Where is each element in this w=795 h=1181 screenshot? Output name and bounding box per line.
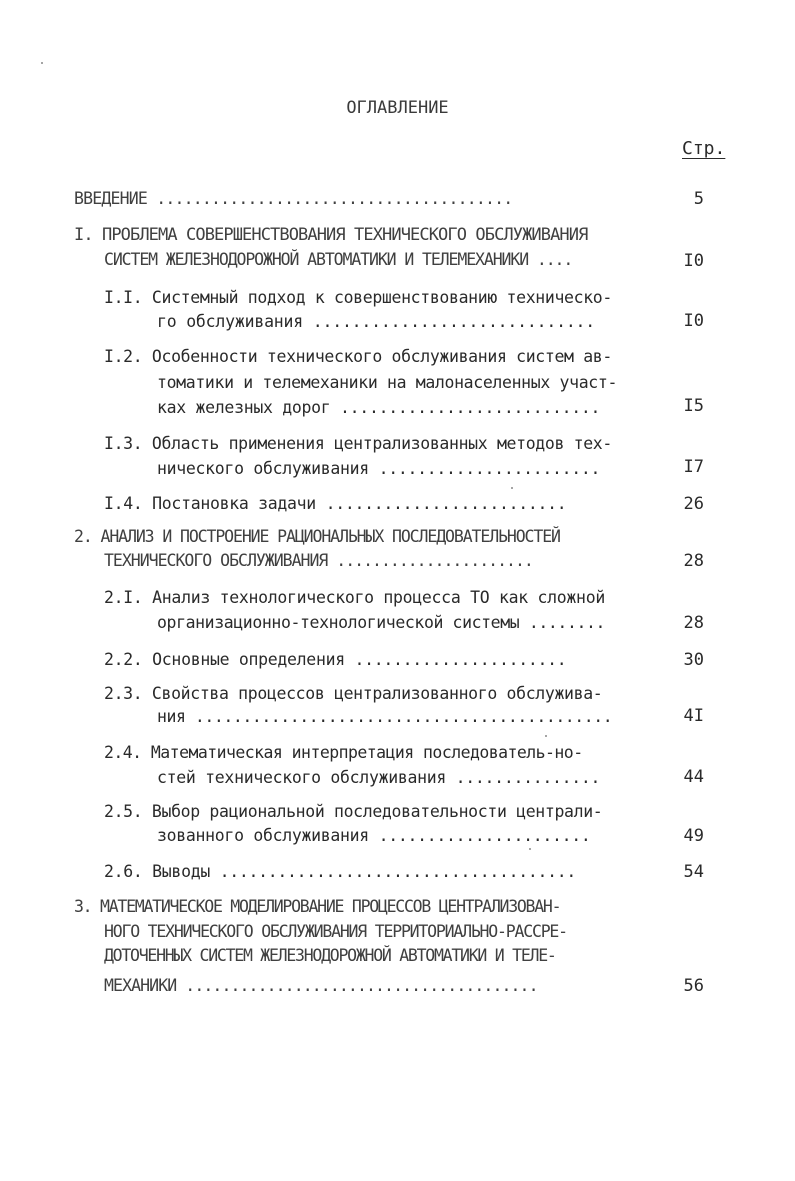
toc-chapter-2-line-2: ТЕХНИЧЕСКОГО ОБСЛУЖИВАНИЯ ...................... [104,551,533,570]
toc-chapter-2-line-1: 2. АНАЛИЗ И ПОСТРОЕНИЕ РАЦИОНАЛЬНЫХ ПОСЛЕДОВАТЕЛЬНОСТЕЙ [74,527,560,546]
toc-chapter-3-line-2: НОГО ТЕХНИЧЕСКОГО ОБСЛУЖИВАНИЯ ТЕРРИТОРИАЛЬНО-РАССРЕ- [104,922,567,941]
toc-section-1-3-line-2: нического обслуживания ....................... [157,459,601,478]
toc-section-2-5-line-1: 2.5. Выбор рациональной последовательности централи- [104,802,603,821]
toc-section-2-5-line-2: зованного обслуживания ...................... [157,826,591,845]
toc-section-2-4-line-1: 2.4. Математическая интерпретация последователь-но- [104,743,583,762]
toc-page-number: 5 [693,189,704,209]
toc-page-number: 28 [683,551,704,571]
toc-section-1-1-line-1: I.I. Системный подход к совершенствованию техническо- [104,288,612,307]
toc-section-2-3-line-2: ния ............................................ [157,707,613,726]
scan-speck [511,487,513,489]
toc-page-number: 28 [683,613,704,633]
toc-section-2-2: 2.2. Основные определения ...................... [104,650,567,669]
toc-section-1-2-line-3: ках железных дорог ........................... [157,398,601,417]
toc-page-number: I7 [683,457,704,477]
toc-section-1-2-line-1: I.2. Особенности технического обслуживания систем ав- [104,347,612,366]
toc-page-number: 56 [683,976,704,996]
toc-page-number: 4I [683,706,704,726]
scan-speck [529,848,531,850]
toc-section-2-1-line-2: организационно-технологической системы ........ [157,613,606,632]
toc-section-1-4: I.4. Постановка задачи ......................... [104,494,567,513]
toc-chapter-3-line-4: МЕХАНИКИ ....................................... [104,976,538,995]
toc-section-2-1-line-1: 2.I. Анализ технологического процесса ТО как сложной [104,588,605,607]
toc-chapter-3-line-1: 3. МАТЕМАТИЧЕСКОЕ МОДЕЛИРОВАНИЕ ПРОЦЕССОВ ЦЕНТРАЛИЗОВАН- [74,897,561,916]
toc-page-number: I0 [683,311,704,331]
toc-entry-introduction: ВВЕДЕНИЕ ....................................... [74,189,513,208]
toc-page-number: 49 [683,826,704,846]
page-title: ОГЛАВЛЕНИЕ [346,98,449,118]
toc-page-number: 44 [683,767,704,787]
toc-section-2-4-line-2: стей технического обслуживания ............... [157,768,601,787]
toc-page-number: 26 [683,494,704,514]
toc-section-2-6: 2.6. Выводы ..................................... [104,862,577,881]
toc-section-1-3-line-1: I.3. Область применения централизованных методов тех- [104,434,612,453]
toc-chapter-1-line-1: I. ПРОБЛЕМА СОВЕРШЕНСТВОВАНИЯ ТЕХНИЧЕСКОГО ОБСЛУЖИВАНИЯ [74,225,588,245]
toc-page-number: I5 [683,396,704,416]
toc-page-number: 54 [683,862,704,882]
toc-chapter-1-line-2: СИСТЕМ ЖЕЛЕЗНОДОРОЖНОЙ АВТОМАТИКИ И ТЕЛЕМЕХАНИКИ .... [104,250,573,269]
toc-chapter-3-line-3: ДОТОЧЕННЫХ СИСТЕМ ЖЕЛЕЗНОДОРОЖНОЙ АВТОМАТИКИ И ТЕЛЕ- [104,946,556,965]
toc-section-1-2-line-2: томатики и телемеханики на малонаселенных участ- [157,373,618,392]
scan-speck [41,62,43,64]
scan-speck [545,735,547,737]
toc-page-number: 30 [683,650,704,670]
toc-section-2-3-line-1: 2.3. Свойства процессов централизованного обслужива- [104,684,603,703]
toc-section-1-1-line-2: го обслуживания ............................. [157,312,596,331]
toc-page-number: I0 [683,251,704,271]
page-column-header: Стр. [682,138,726,159]
